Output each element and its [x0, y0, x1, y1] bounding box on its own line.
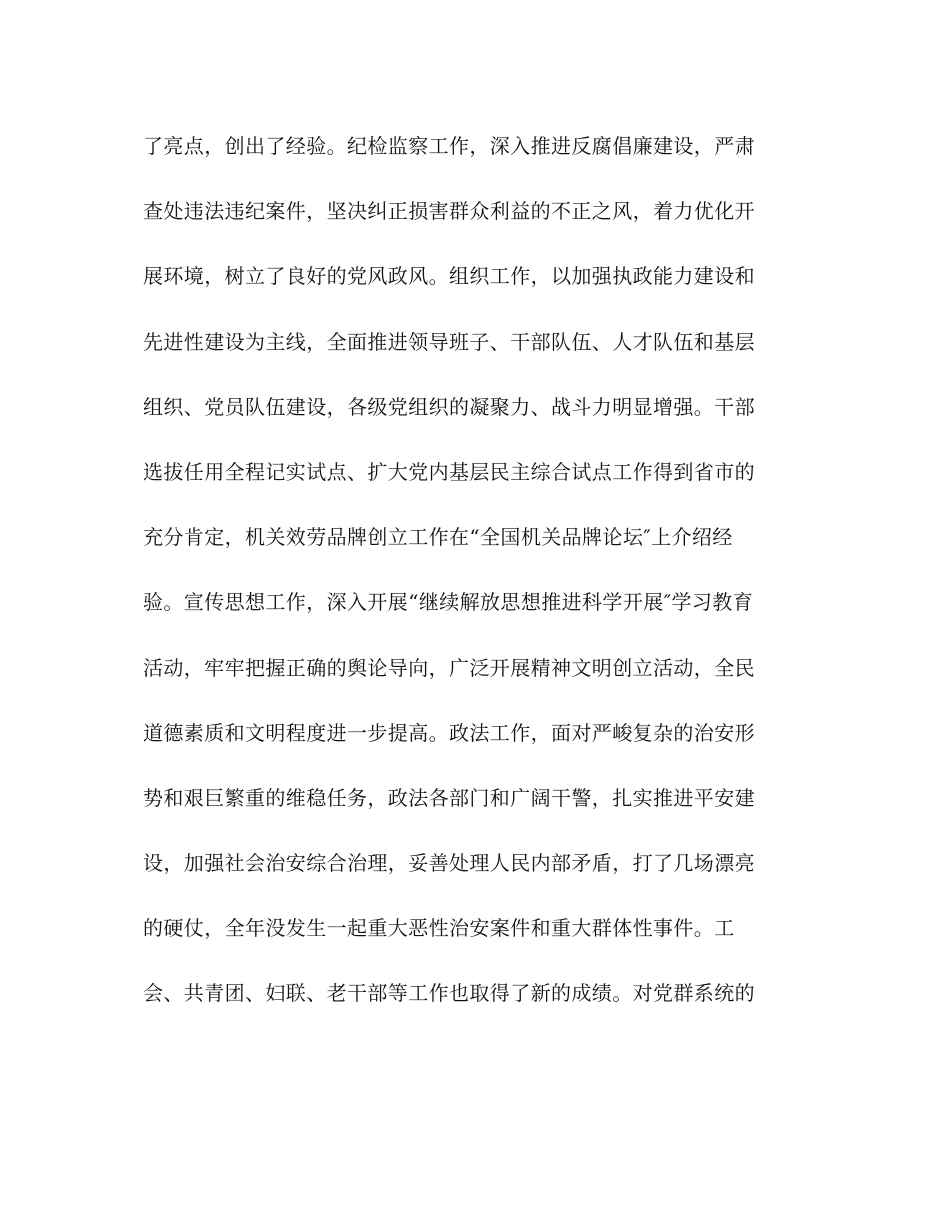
text-line: 会、共青团、妇联、老干部等工作也取得了新的成绩。对党群系统的: [143, 981, 755, 1006]
text-line: 选拔任用全程记实试点、扩大党内基层民主综合试点工作得到省市的: [143, 459, 755, 484]
text-line: 展环境，树立了良好的党风政风。组织工作，以加强执政能力建设和: [143, 264, 755, 289]
text-line: 组织、党员队伍建设，各级党组织的凝聚力、战斗力明显增强。干部: [143, 394, 755, 419]
text-line: 势和艰巨繁重的维稳任务，政法各部门和广阔干警，扎实推进平安建: [143, 785, 755, 810]
text-line: 了亮点，创出了经验。纪检监察工作，深入推进反腐倡廉建设，严肃: [143, 134, 755, 158]
text-line: 道德素质和文明程度进一步提高。政法工作，面对严峻复杂的治安形: [143, 720, 755, 745]
text-line: 先进性建设为主线，全面推进领导班子、干部队伍、人才队伍和基层: [143, 329, 755, 354]
text-line: 查处违法违纪案件，坚决纠正损害群众利益的不正之风，着力优化开: [143, 199, 755, 224]
text-line: 验。宣传思想工作，深入开展“继续解放思想推进科学开展″学习教育: [143, 590, 754, 615]
text-line: 的硬仗，全年没发生一起重大恶性治安案件和重大群体性事件。工: [143, 916, 735, 941]
text-line: 充分肯定，机关效劳品牌创立工作在“全国机关品牌论坛″上介绍经: [143, 525, 733, 550]
body-text: [143, 122, 823, 1035]
text-line: 设，加强社会治安综合治理，妥善处理人民内部矛盾，打了几场漂亮: [143, 851, 755, 876]
text-line: 活动，牢牢把握正确的舆论导向，广泛开展精神文明创立活动，全民: [143, 655, 755, 680]
